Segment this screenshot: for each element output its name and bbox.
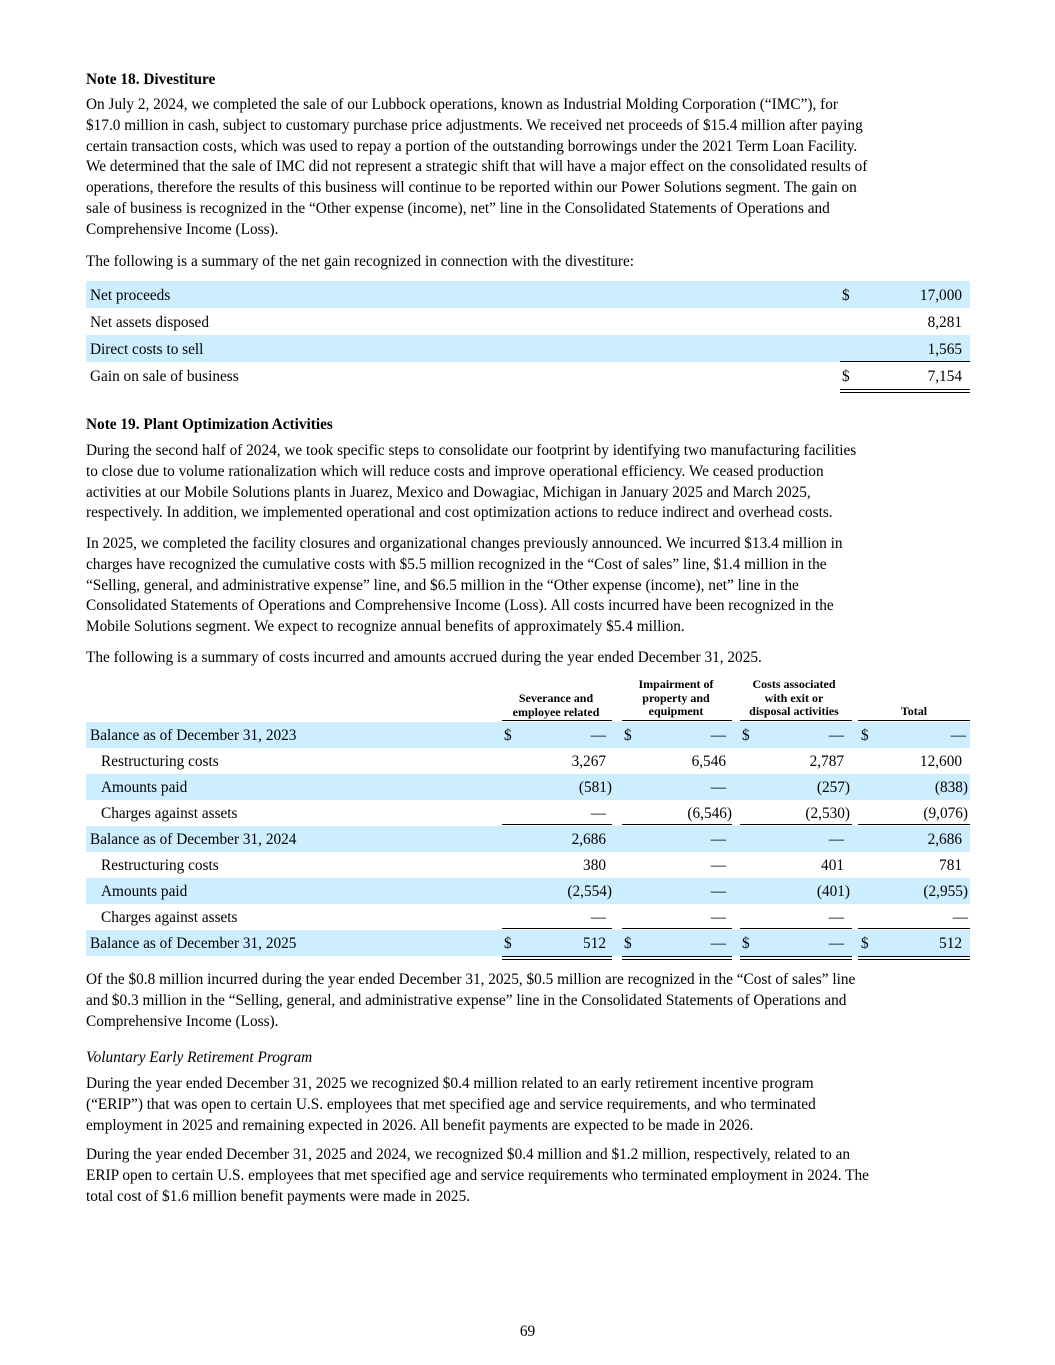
dollar-sign: $: [861, 727, 869, 744]
table-row: [86, 904, 970, 930]
table-row: [86, 852, 970, 878]
erip-subheading: Voluntary Early Retirement Program: [86, 1049, 313, 1066]
text-line: During the second half of 2024, we took specific steps to consolidate our footprint by identifying two manufacturing facilities: [86, 442, 857, 459]
row-label: Amounts paid: [101, 779, 188, 796]
dollar-sign: $: [842, 368, 850, 385]
subtotal-rule: [740, 928, 852, 929]
cell-exit-costs: —: [828, 909, 844, 926]
text-line: During the year ended December 31, 2025 we recognized $0.4 million related to an early retirement incentive program: [86, 1075, 814, 1092]
text-line: activities at our Mobile Solutions plants in Juarez, Mexico and Dowagiac, Michigan in January 2025 and March 2025,: [86, 483, 811, 501]
row-value: 8,281: [927, 314, 962, 331]
text-line: Consolidated Statements of Operations and Comprehensive Income (Loss). All costs incurred have been recognized in the: [86, 597, 834, 615]
cell-impairment: —: [710, 831, 726, 848]
row-label: Amounts paid: [101, 883, 188, 900]
dollar-sign: $: [842, 287, 850, 304]
cell-exit-costs: 401: [821, 857, 844, 874]
total-double-rule: [502, 959, 612, 960]
text-line: operations, therefore the results of this business will continue to be reported within our Power Solutions segment. The gain on: [86, 179, 857, 197]
cell-exit-costs: (401): [816, 883, 850, 900]
text-line: ERIP open to certain U.S. employees that met specified age and service requirements who terminated employment in 2024. The: [86, 1166, 869, 1184]
cell-impairment: (6,546): [687, 805, 732, 822]
cell-impairment: —: [710, 909, 726, 926]
column-header-total: [858, 705, 970, 719]
row-value: 7,154: [927, 368, 962, 385]
note19-paragraph-2: [86, 534, 970, 638]
column-header-exit-costs: [738, 678, 850, 719]
row-label: Restructuring costs: [101, 753, 219, 770]
text-line: We determined that the sale of IMC did not represent a strategic shift that will have a major effect on the consolidated results of: [86, 158, 868, 176]
note19-heading: Note 19. Plant Optimization Activities: [86, 416, 333, 433]
cell-exit-costs: —: [828, 831, 844, 848]
cell-total: —: [950, 727, 966, 744]
cell-total: (2,955): [923, 883, 968, 900]
text-line: total cost of $1.6 million benefit payments were made in 2025.: [86, 1187, 471, 1205]
dollar-sign: $: [504, 727, 512, 744]
cell-severance: 2,686: [571, 831, 606, 848]
cell-total: (838): [934, 779, 968, 796]
text-line: (“ERIP”) that was open to certain U.S. employees that met specified age and service requirements, and who terminated: [86, 1095, 816, 1113]
total-double-rule: [740, 956, 852, 957]
dollar-sign: $: [742, 935, 750, 952]
cell-exit-costs: —: [828, 727, 844, 744]
cell-total: 12,600: [919, 753, 962, 770]
table-row: [86, 362, 970, 389]
text-line: $17.0 million in cash, subject to customary purchase price adjustments. We received net proceeds of $15.4 million after paying: [86, 116, 863, 134]
row-label: Net assets disposed: [90, 314, 209, 331]
column-header-impairment: [620, 678, 732, 719]
row-label: Restructuring costs: [101, 857, 219, 874]
text-line: to close due to volume rationalization which will reduce costs and improve operational efficiency. We ceased production: [86, 462, 824, 480]
dollar-sign: $: [861, 935, 869, 952]
text-line: employment in 2025 and remaining expected in 2026. All benefit payments are expected to be made in 2026.: [86, 1116, 754, 1134]
header-line: Severance and: [518, 691, 594, 705]
table-row: [86, 774, 970, 800]
header-line: equipment: [648, 704, 704, 718]
header-rule: [740, 720, 852, 721]
cell-impairment: —: [710, 779, 726, 796]
text-line: Comprehensive Income (Loss).: [86, 220, 279, 238]
cell-severance: (2,554): [567, 883, 612, 900]
note18-paragraph: [86, 95, 970, 241]
row-label: Charges against assets: [101, 805, 238, 822]
cell-total: —: [952, 909, 968, 926]
header-line: employee related: [512, 704, 600, 719]
dollar-sign: $: [742, 727, 750, 744]
total-double-rule: [502, 956, 612, 957]
divestiture-table: [86, 281, 970, 393]
text-line: certain transaction costs, which was used to repay a portion of the outstanding borrowings under the 2021 Term Loan Facility.: [86, 137, 858, 155]
note18-summary-intro: The following is a summary of the net gain recognized in connection with the divestiture:: [86, 253, 634, 270]
cell-impairment: —: [710, 727, 726, 744]
text-line: sale of business is recognized in the “Other expense (income), net” line in the Consolidated Statements of Operations and: [86, 199, 830, 217]
total-double-rule: [858, 956, 970, 957]
note19-paragraph-3: [86, 970, 970, 1032]
row-label: Direct costs to sell: [90, 341, 204, 358]
dollar-sign: $: [504, 935, 512, 952]
cell-exit-costs: 2,787: [809, 753, 844, 770]
note19-summary-intro: The following is a summary of costs incurred and amounts accrued during the year ended December 31, 2025.: [86, 649, 762, 666]
table-row: [86, 800, 970, 826]
cell-severance: —: [590, 909, 606, 926]
row-label: Gain on sale of business: [90, 368, 239, 385]
cell-total: 781: [939, 857, 962, 874]
table-row: [86, 826, 970, 852]
column-header-severance: [500, 692, 612, 719]
table-row: [86, 748, 970, 774]
text-line: and $0.3 million in the “Selling, general, and administrative expense” line in the Consolidated Statements of Operations and: [86, 991, 847, 1009]
table-row: [86, 930, 970, 956]
row-label: Net proceeds: [90, 287, 171, 304]
cell-severance: —: [590, 805, 606, 822]
cell-total: 512: [939, 935, 962, 952]
table-row: [86, 878, 970, 904]
text-line: charges have recognized the cumulative costs with $5.5 million recognized in the “Cost of sales” line, $1.4 million in the: [86, 555, 827, 573]
header-rule: [502, 720, 612, 721]
text-line: Mobile Solutions segment. We expect to recognize annual benefits of approximately $5.4 million.: [86, 618, 685, 636]
text-line: During the year ended December 31, 2025 and 2024, we recognized $0.4 million and $1.2 million, respectively, related to an: [86, 1146, 851, 1163]
text-line: In 2025, we completed the facility closures and organizational changes previously announced. We incurred $13.4 million in: [86, 535, 843, 552]
table-row: [86, 281, 970, 308]
page-number: 69: [519, 1323, 536, 1340]
total-double-rule: [840, 389, 970, 390]
header-line: with exit or: [764, 690, 824, 705]
subtotal-rule: [858, 824, 970, 825]
row-label: Charges against assets: [101, 909, 238, 926]
erip-paragraph-1: [86, 1074, 970, 1136]
header-line: Impairment of: [638, 677, 714, 691]
cell-severance: 380: [583, 857, 606, 874]
text-line: Of the $0.8 million incurred during the year ended December 31, 2025, $0.5 million are recognized in the “Cost of sales” line: [86, 971, 856, 988]
row-value: 17,000: [919, 287, 962, 304]
header-line: Costs associated: [752, 677, 836, 691]
header-line: disposal activities: [749, 704, 839, 718]
note19-paragraph-1: [86, 441, 970, 524]
cell-exit-costs: (2,530): [805, 805, 850, 822]
subtotal-rule: [502, 928, 612, 929]
cell-severance: 512: [583, 935, 606, 952]
row-label: Balance as of December 31, 2023: [90, 727, 297, 744]
subtotal-rule: [858, 928, 970, 929]
restructuring-table: [86, 672, 970, 962]
header-rule: [622, 720, 732, 721]
row-label: Balance as of December 31, 2025: [90, 935, 297, 952]
row-label: Balance as of December 31, 2024: [90, 831, 297, 848]
table-row: [86, 335, 970, 362]
cell-total: (9,076): [923, 805, 968, 822]
cell-impairment: —: [710, 857, 726, 874]
cell-severance: (581): [578, 779, 612, 796]
cell-total: 2,686: [927, 831, 962, 848]
table-row: [86, 722, 970, 748]
cell-impairment: —: [710, 883, 726, 900]
subtotal-rule: [840, 361, 970, 362]
note18-heading: Note 18. Divestiture: [86, 71, 216, 88]
total-double-rule: [840, 392, 970, 393]
row-value: 1,565: [927, 341, 962, 358]
cell-exit-costs: (257): [816, 779, 850, 796]
total-double-rule: [622, 956, 732, 957]
erip-paragraph-2: [86, 1145, 970, 1207]
subtotal-rule: [622, 824, 732, 825]
header-line: Total: [900, 704, 928, 718]
cell-exit-costs: —: [828, 935, 844, 952]
header-line: property and: [642, 690, 710, 705]
total-double-rule: [858, 959, 970, 960]
dollar-sign: $: [624, 727, 632, 744]
cell-impairment: 6,546: [691, 753, 726, 770]
text-line: Comprehensive Income (Loss).: [86, 1012, 279, 1030]
total-double-rule: [622, 959, 732, 960]
subtotal-rule: [740, 824, 852, 825]
cell-severance: —: [590, 727, 606, 744]
table-row: [86, 308, 970, 335]
text-line: On July 2, 2024, we completed the sale of our Lubbock operations, known as Industrial Molding Corporation (“IMC”), for: [86, 96, 838, 113]
text-line: “Selling, general, and administrative expense” line, and $6.5 million in the “Other expense (income), net” line in the: [86, 576, 799, 594]
subtotal-rule: [502, 824, 612, 825]
cell-severance: 3,267: [571, 753, 606, 770]
text-line: respectively. In addition, we implemented operational and cost optimization actions to reduce indirect and overhead costs.: [86, 504, 833, 522]
total-double-rule: [740, 959, 852, 960]
cell-impairment: —: [710, 935, 726, 952]
subtotal-rule: [622, 928, 732, 929]
dollar-sign: $: [624, 935, 632, 952]
header-rule: [858, 720, 970, 721]
